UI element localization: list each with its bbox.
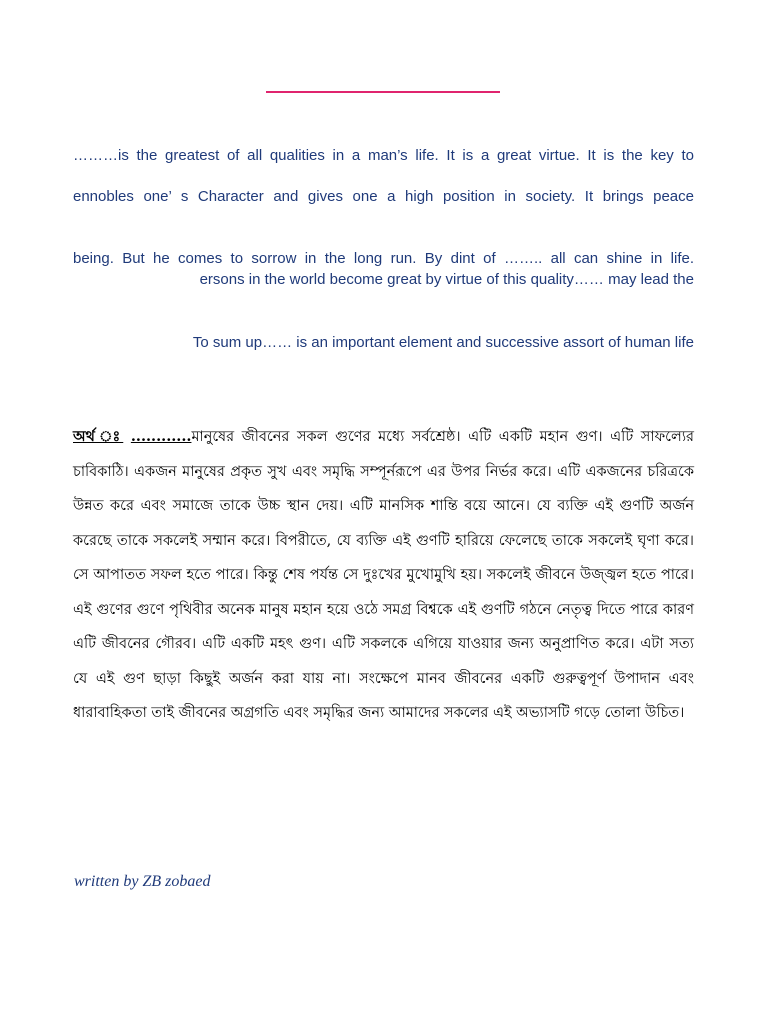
translation-label: অর্থ ঃ (73, 428, 124, 445)
translation-text: মানুষের জীবনের সকল গুণের মধ্যে সর্বশ্রেষ্ঠ। এটি একটি মহান গুণ। এটি সাফল্যের চাবিকাঠি। একজন মানুষের প্রকৃত সুখ এবং সমৃদ্ধি সম্পূর্নরূপে এর উপর নির্ভর করে। এটি একজনের চরিত্রকে উন্নত করে এবং সমাজে তাকে উচ্চ স্থান দেয়। এটি মানসিক শান্তি বয়ে আনে। যে ব্যক্তি এই গুণটি অর্জন করেছে তাকে সকলেই সম্মান করে। বিপরীতে, যে ব্যক্তি এই গুণটি হারিয়ে ফেলেছে তাকে সকলেই ঘৃণা করে। সে আপাতত সফল হতে পারে। কিন্তু শেষ পর্যন্ত সে দুঃখের মুখোমুখি হয়। সকলেই জীবনে উজ্জ্বল হতে পারে। এই গুণের গুণে পৃথিবীর অনেক মানুষ মহান হয়ে ওঠে সমগ্র বিশ্বকে এই গুণটি গঠনে নেতৃত্ব দিতে পারে কারণ এটি জীবনের গৌরব। এটি একটি মহৎ গুণ। এটি সকলকে এগিয়ে যাওয়ার জন্য অনুপ্রাণিত করে। এটা সত্য যে এই গুণ ছাড়া কিছুই অর্জন করা যায় না। সংক্ষেপে মানব জীবনের একটি গুরুত্বপূর্ণ উপাদান এবং ধারাবাহিকতা তাই জীবনের অগ্রগতি এবং সমৃদ্ধির জন্য আমাদের সকলের এই অভ্যাসটি গড়ে তোলা উচিত। (73, 429, 694, 721)
bengali-translation-paragraph (73, 420, 694, 731)
english-line-1: ………is the greatest of all qualities in a man’s life. It is a great virtue. It is the key to (73, 147, 694, 164)
author-signature: written by ZB zobaed (74, 873, 211, 890)
title-underline-rule (266, 91, 500, 93)
english-line-2: ennobles one’ s Character and gives one a high position in society. It brings peace (73, 188, 694, 205)
english-line-5: To sum up…… is an important element and successive assort of human life (192, 334, 694, 351)
translation-blank: ............ (130, 428, 192, 445)
english-line-4: ersons in the world become great by virtue of this quality…… may lead the (199, 271, 694, 288)
english-line-3: being. But he comes to sorrow in the long run. By dint of …….. all can shine in life. (73, 250, 694, 267)
